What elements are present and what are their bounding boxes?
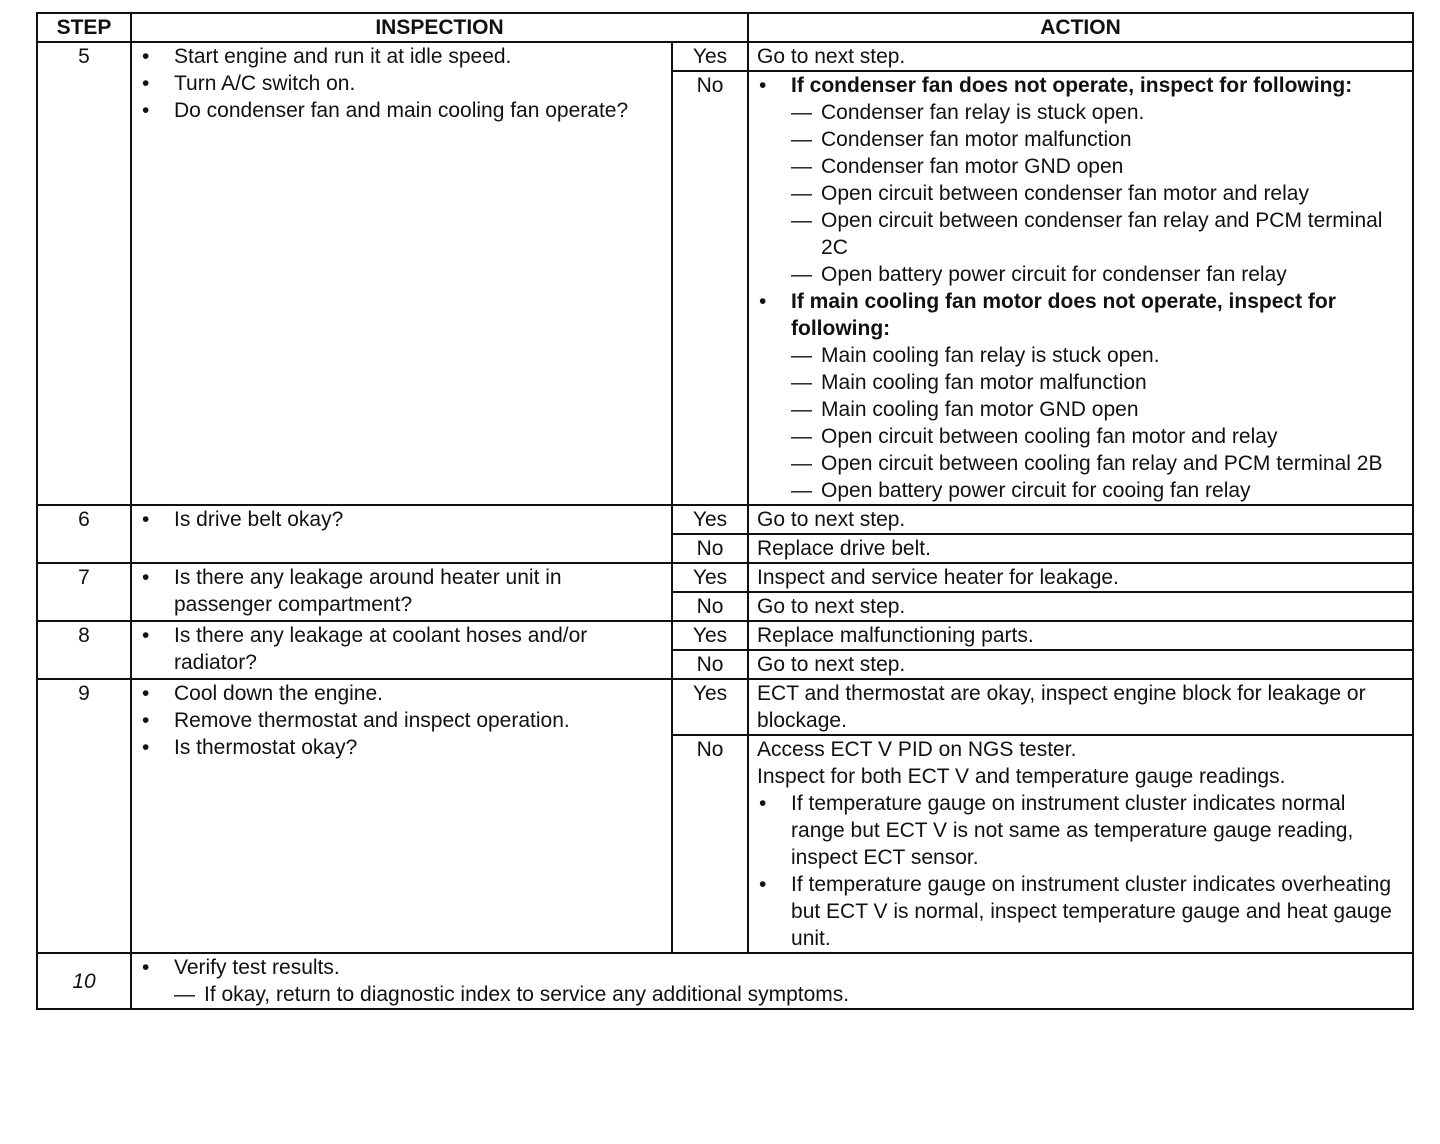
- action-bullet: • If temperature gauge on instrument cluster indicates normal range but ECT V is not same as temperature gauge reading, inspect ECT sensor.: [757, 790, 1404, 871]
- yes-label: Yes: [672, 679, 748, 735]
- action-line: Inspect for both ECT V and temperature gauge readings.: [757, 765, 1286, 788]
- yes-action: Replace malfunctioning parts.: [748, 621, 1413, 650]
- action-line: Access ECT V PID on NGS tester.: [757, 738, 1077, 761]
- check-item: — Open battery power circuit for condenser fan relay: [791, 261, 1404, 288]
- check-item: — Main cooling fan motor malfunction: [791, 369, 1404, 396]
- yes-action: Inspect and service heater for leakage.: [748, 563, 1413, 592]
- action-group: [757, 72, 1404, 288]
- yes-action: Go to next step.: [748, 505, 1413, 534]
- no-action: Go to next step.: [748, 650, 1413, 679]
- no-label: No: [672, 534, 748, 563]
- check-item: — Open battery power circuit for cooing fan relay: [791, 477, 1404, 504]
- check-item: — Main cooling fan relay is stuck open.: [791, 342, 1404, 369]
- header-action: ACTION: [748, 13, 1413, 42]
- yes-label: Yes: [672, 563, 748, 592]
- no-label: No: [672, 592, 748, 621]
- check-item: — Open circuit between condenser fan relay and PCM terminal 2C: [791, 207, 1404, 261]
- no-label: No: [672, 650, 748, 679]
- inspection-item: • Remove thermostat and inspect operation.: [140, 707, 663, 734]
- no-label: No: [672, 735, 748, 953]
- no-action: Go to next step.: [748, 592, 1413, 621]
- inspection-cell: [131, 621, 672, 679]
- step-6-yes-row: [37, 505, 1413, 534]
- yes-action: Go to next step.: [748, 42, 1413, 71]
- inspection-item: • Is there any leakage around heater unit in passenger compartment?: [140, 564, 663, 618]
- check-item: — Open circuit between cooling fan motor and relay: [791, 423, 1404, 450]
- inspection-item: [140, 954, 1404, 1008]
- step-10-row: [37, 953, 1413, 1009]
- yes-label: Yes: [672, 621, 748, 650]
- check-item: — Condenser fan relay is stuck open.: [791, 99, 1404, 126]
- inspection-item: • Start engine and run it at idle speed.: [140, 43, 663, 70]
- header-step: STEP: [37, 13, 131, 42]
- step-7-yes-row: [37, 563, 1413, 592]
- diagnostic-table: [36, 12, 1414, 1010]
- check-item: — Main cooling fan motor GND open: [791, 396, 1404, 423]
- inspection-cell: [131, 505, 672, 563]
- inspection-item: • Turn A/C switch on.: [140, 70, 663, 97]
- inspection-item: • Is thermostat okay?: [140, 734, 663, 761]
- check-item: — Open circuit between condenser fan motor and relay: [791, 180, 1404, 207]
- action-group-heading: If condenser fan does not operate, inspect for following:: [791, 74, 1353, 97]
- action-bullet: • If temperature gauge on instrument cluster indicates overheating but ECT V is normal, inspect temperature gauge and heat gauge unit.: [757, 871, 1404, 952]
- yes-action: ECT and thermostat are okay, inspect engine block for leakage or blockage.: [748, 679, 1413, 735]
- inspection-cell: [131, 679, 672, 953]
- inspection-cell: [131, 563, 672, 621]
- header-row: [37, 13, 1413, 42]
- yes-label: Yes: [672, 42, 748, 71]
- inspection-item: • Cool down the engine.: [140, 680, 663, 707]
- no-action: Replace drive belt.: [748, 534, 1413, 563]
- check-item: — Open circuit between cooling fan relay and PCM terminal 2B: [791, 450, 1404, 477]
- step-number: 5: [37, 42, 131, 505]
- step-number: 9: [37, 679, 131, 953]
- check-item: — Condenser fan motor GND open: [791, 153, 1404, 180]
- step-number: 8: [37, 621, 131, 679]
- no-action: [748, 735, 1413, 953]
- action-group: [757, 288, 1404, 504]
- inspection-cell: [131, 953, 1413, 1009]
- inspection-item: • Is drive belt okay?: [140, 506, 663, 533]
- step-5-yes-row: [37, 42, 1413, 71]
- sub-item: — If okay, return to diagnostic index to service any additional symptoms.: [174, 981, 1404, 1008]
- yes-label: Yes: [672, 505, 748, 534]
- inspection-cell: [131, 42, 672, 505]
- step-number: 6: [37, 505, 131, 563]
- step-9-yes-row: [37, 679, 1413, 735]
- step-8-yes-row: [37, 621, 1413, 650]
- inspection-item: • Is there any leakage at coolant hoses and/or radiator?: [140, 622, 663, 676]
- inspection-item: • Do condenser fan and main cooling fan operate?: [140, 97, 663, 124]
- no-action: [748, 71, 1413, 505]
- step-number: 10: [37, 953, 131, 1009]
- check-item: — Condenser fan motor malfunction: [791, 126, 1404, 153]
- inspection-item-text: Verify test results.: [174, 956, 340, 979]
- no-label: No: [672, 71, 748, 505]
- step-number: 7: [37, 563, 131, 621]
- action-group-heading: If main cooling fan motor does not operate, inspect for following:: [791, 290, 1336, 340]
- header-inspection: INSPECTION: [131, 13, 748, 42]
